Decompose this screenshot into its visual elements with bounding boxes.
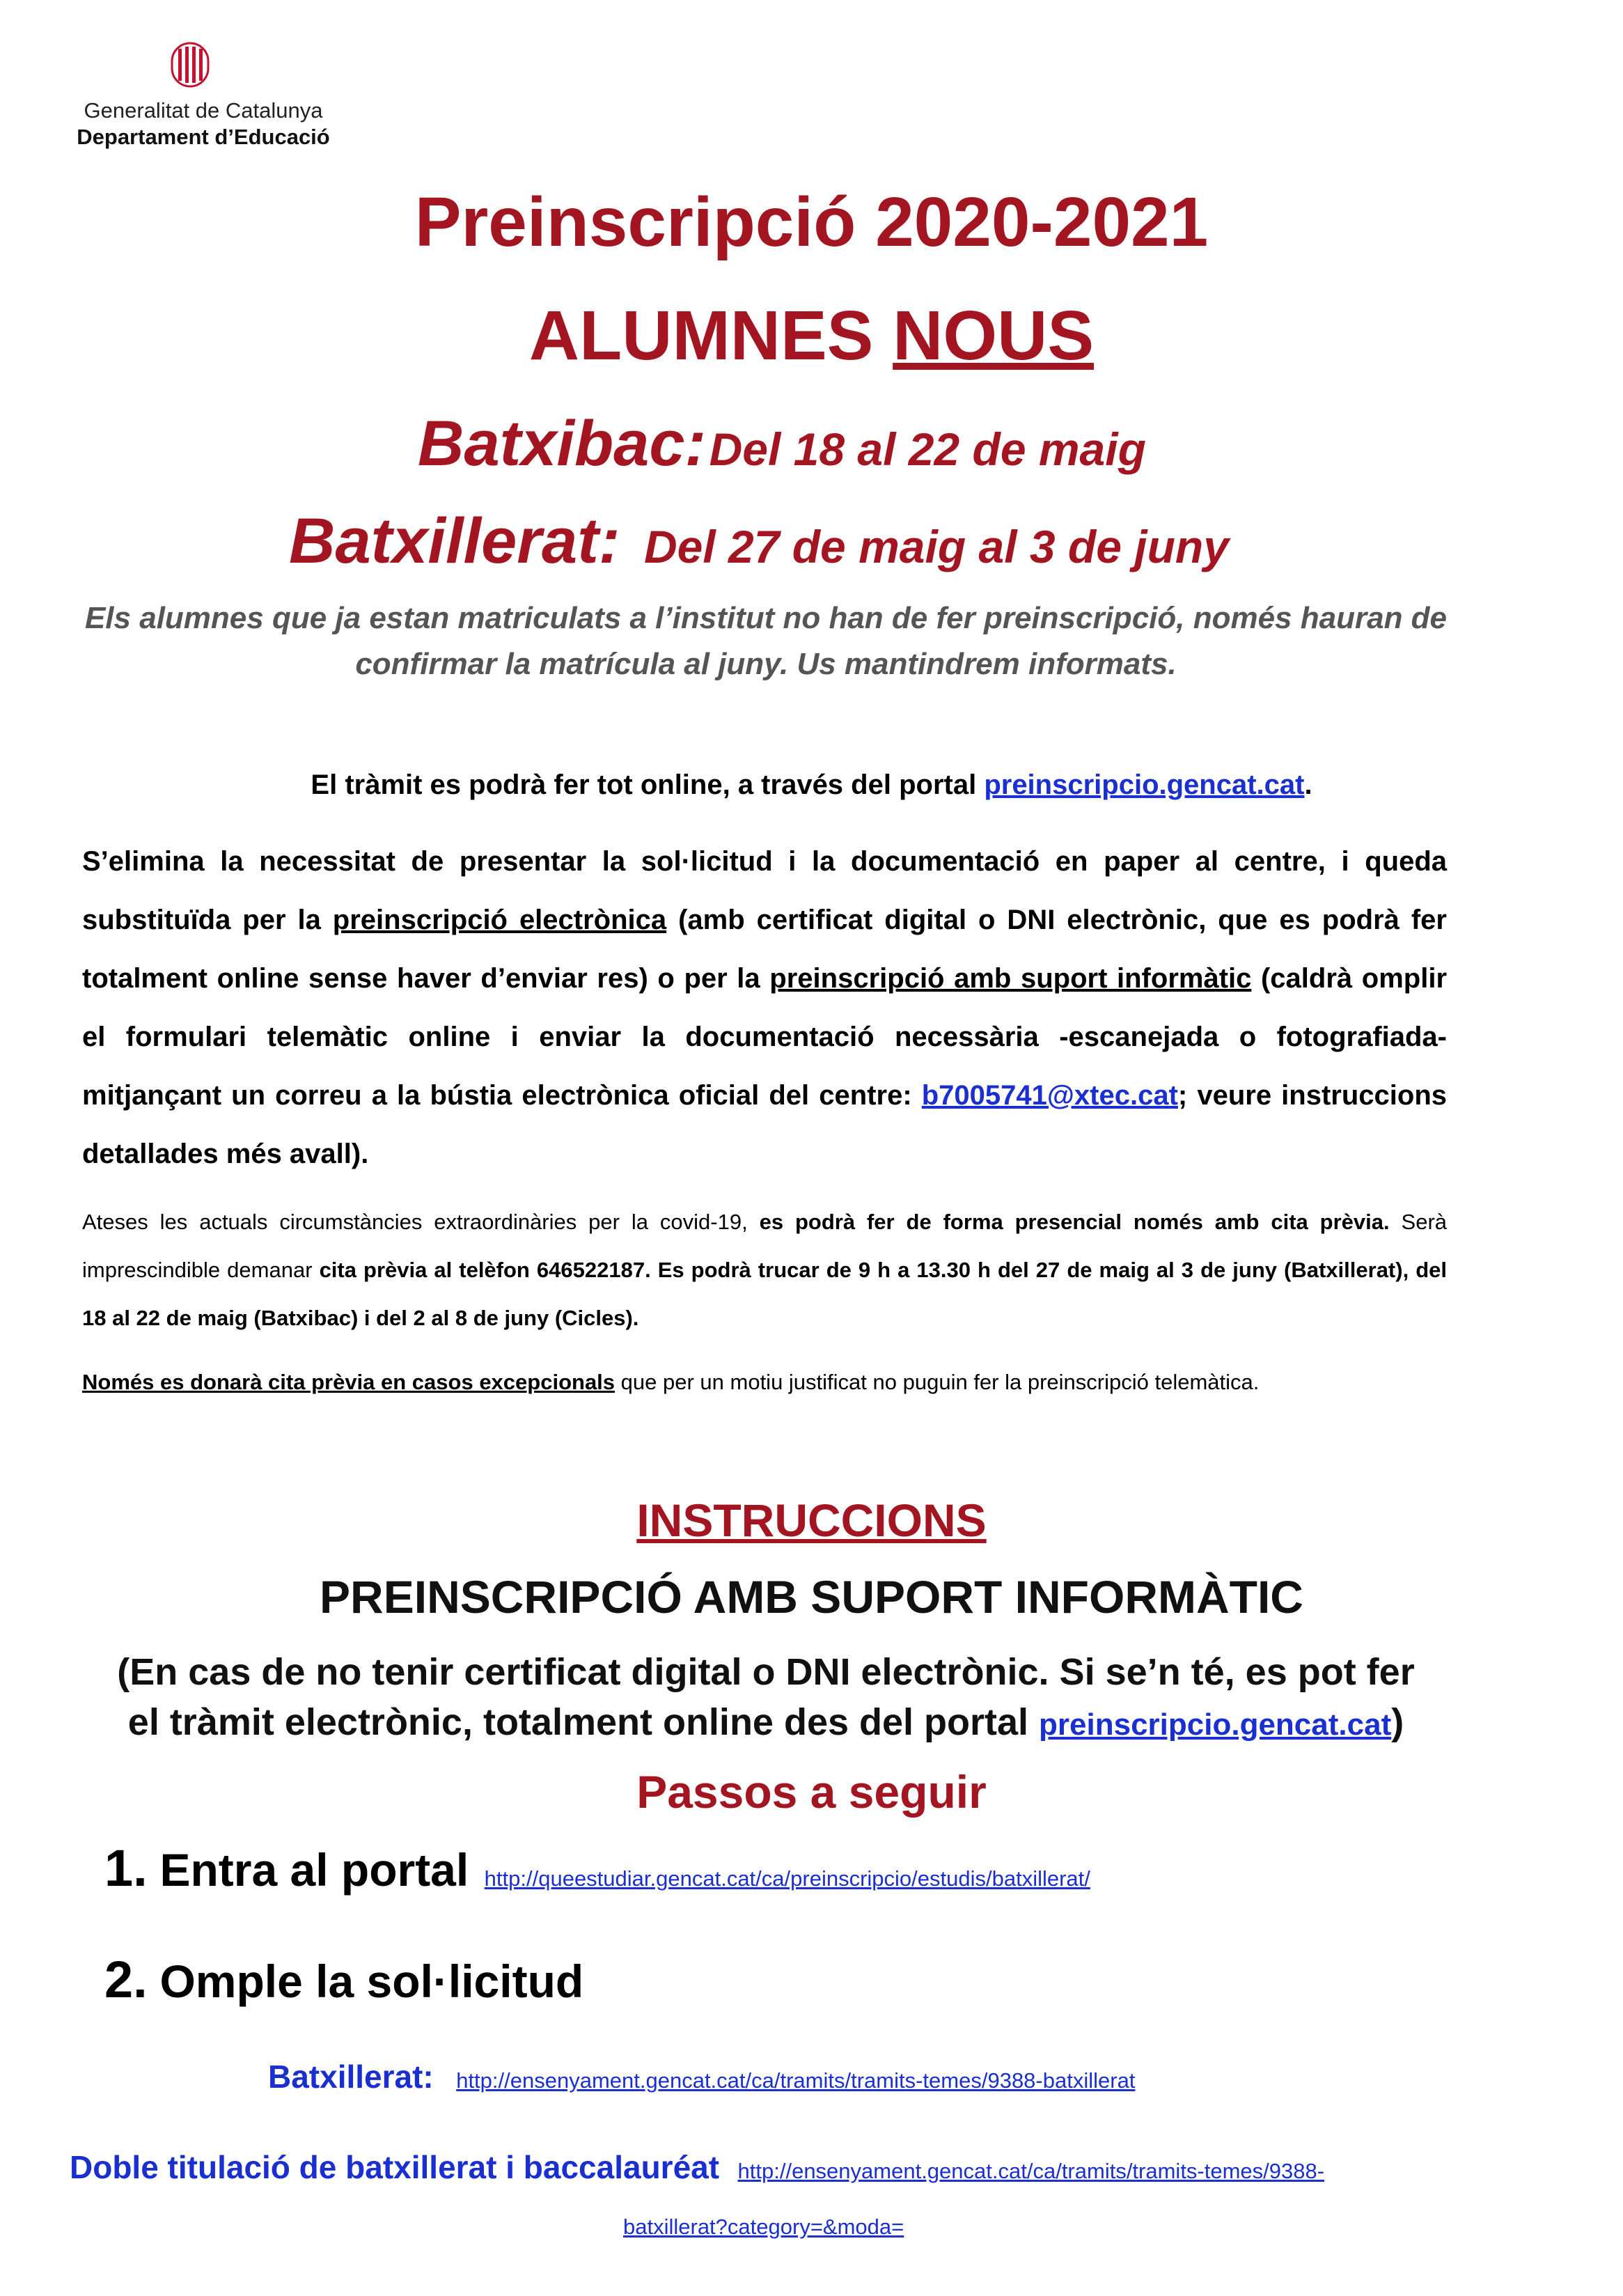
batxillerat-label: Batxillerat: [289,506,620,577]
queestudiar-link[interactable]: http://queestudiar.gencat.cat/ca/preinscripcio/estudis/batxillerat/ [484,1866,1090,1891]
batxillerat-dates: Del 27 de maig al 3 de juny [643,521,1229,572]
steps-title: Passos a seguir [636,1766,987,1818]
batxillerat-form-label: Batxillerat: [268,2059,434,2095]
covid-text-2: es podrà fer de forma presencial només amb cita prèvia. [759,1210,1390,1234]
page-title: Preinscripció 2020-2021 [414,183,1209,261]
covid-text-3: Serà imprescindible demanar [82,1210,1448,1282]
batxillerat-form-line [268,2058,1135,2095]
portal-link[interactable]: preinscripcio.gencat.cat [984,770,1305,800]
doble-titulacio-link-continued[interactable]: batxillerat?category=&moda= [623,2215,904,2239]
instructions-note-text: (En cas de no tenir certificat digital o DNI electrònic. Si se’n té, es pot fer el tràmit electrònic, totalment online des del portal [117,1651,1415,1743]
informatic-preinscription-link: preinscripció amb suport informàtic [769,963,1252,994]
subtitle-prefix: ALUMNES [528,297,893,375]
electronic-preinscription-link: preinscripció electrònica [332,905,667,935]
covid-text-1: Ateses les actuals circumstàncies extraordinàries per la covid-19, [82,1210,760,1234]
step-1 [104,1838,1090,1898]
exceptional-cases-paragraph [82,1358,1447,1406]
only-text-2: que per un motiu justificat no puguin fer la preinscripció telemàtica. [615,1370,1260,1394]
step-number: 2. [104,1951,148,2008]
portal-paragraph [0,770,1623,801]
org-line1: Generalitat de Catalunya [84,98,323,123]
main-text-3: (caldrà omplir el formulari telemàtic online i enviar la documentació necessària -escanejada o fotografiada- mitjançant un correu a la bústia electrònica oficial del centre: [82,963,1448,1111]
instructions-subtitle: PREINSCRIPCIÓ AMB SUPORT INFORMÀTIC [320,1571,1303,1623]
doble-titulacio-link[interactable]: http://ensenyament.gencat.cat/ca/tramits/tramits-temes/9388- [737,2159,1325,2183]
step-number: 1. [104,1839,148,1897]
instructions-portal-link[interactable]: preinscripcio.gencat.cat [1039,1708,1392,1742]
only-text-1: Només es donarà cita prèvia en casos excepcionals [82,1370,616,1394]
batxibac-label: Batxibac: [418,408,707,479]
batxibac-dates: Del 18 al 22 de maig [709,423,1146,475]
step-text: Entra al portal [159,1844,469,1896]
covid-text-4: cita prèvia al telèfon 646522187. Es podrà trucar de 9 h a 13.30 h del 27 de maig al 3 de juny (Batxillerat), del 18 al 22 de maig (Batxibac) i del 2 al 8 de juny (Cicles). [82,1258,1448,1330]
step-2 [104,1950,583,2009]
org-line2: Departament d’Educació [77,125,330,149]
portal-end: . [1304,770,1312,800]
doble-titulacio-label: Doble titulació de batxillerat i baccalauréat [70,2149,720,2185]
main-text-1: S’elimina la necessitat de presentar la sol·licitud i la documentació en paper al centre, i queda substituïda per la [82,846,1447,935]
portal-text: El tràmit es podrà fer tot online, a través del portal [311,770,985,800]
batxillerat-form-link[interactable]: http://ensenyament.gencat.cat/ca/tramits/tramits-temes/9388-batxillerat [456,2068,1136,2093]
existing-students-note: Els alumnes que ja estan matriculats a l’institut no han de fer preinscripció, només hauran de confirmar la matrícula al juny. Us mantindrem informats. [84,601,1448,681]
main-paragraph [82,832,1447,1183]
subtitle-underlined: NOUS [893,297,1095,375]
main-text-4: ; veure instruccions detallades més avall). [82,1080,1447,1169]
page-subtitle [0,296,1623,376]
org-name [57,97,350,150]
main-text-2: (amb certificat digital o DNI electrònic, que es podrà fer totalment online sense haver d’enviar res) o per la [82,905,1447,994]
school-email-link[interactable]: b7005741@xtec.cat [921,1080,1178,1111]
instructions-note-end: ) [1391,1701,1404,1743]
doble-titulacio-line [70,2148,1324,2186]
step-text: Omple la sol·licitud [159,1955,584,2007]
batxillerat-dates-line [289,505,1229,578]
batxibac-dates-line [418,407,1146,481]
instructions-title: INSTRUCCIONS [636,1494,987,1546]
generalitat-logo-icon [169,40,211,89]
covid-paragraph [82,1198,1447,1342]
instructions-note [104,1647,1427,1750]
